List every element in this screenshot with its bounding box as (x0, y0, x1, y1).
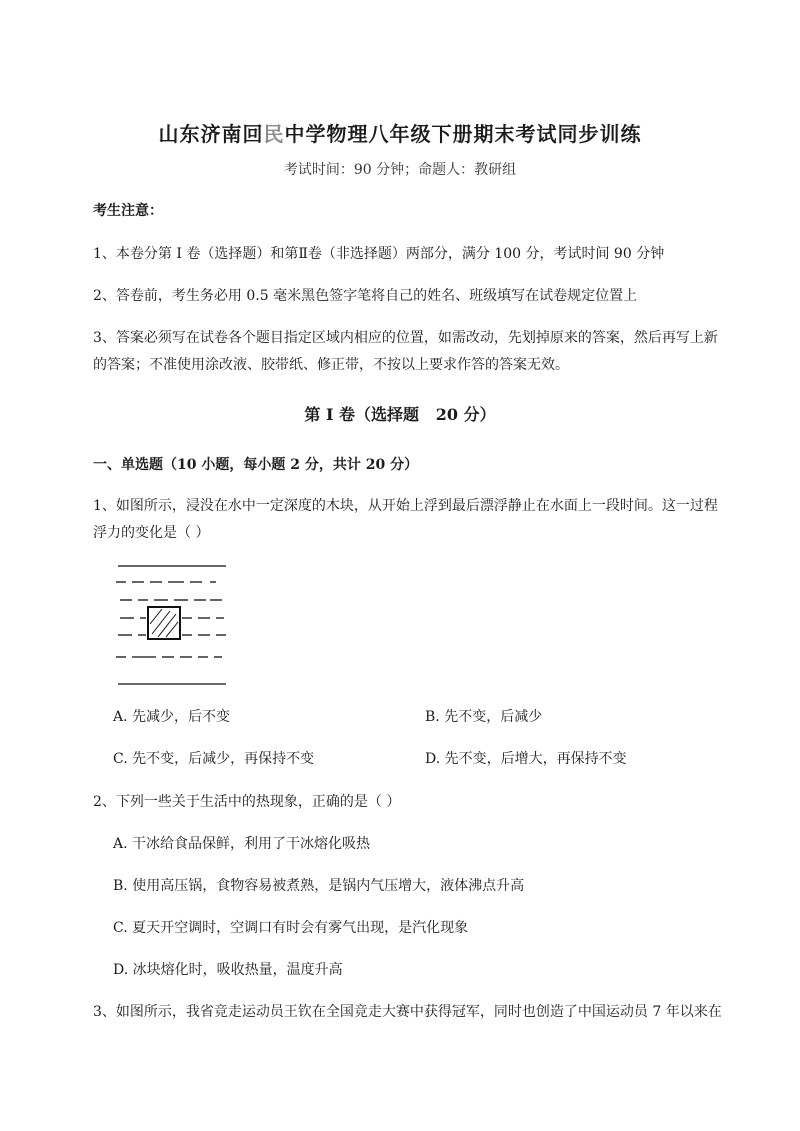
q2-option-c[interactable]: C. 夏天开空调时，空调口有时会有雾气出现，是汽化现象 (113, 920, 469, 936)
q3-stem-line-1: 3、如图所示，我省竞走运动员王钦在全国竞走大赛中获得冠军，同时也创造了中国运动员 7 年以来在 (93, 1004, 722, 1020)
q1-option-a[interactable]: A. 先减少，后不变 (113, 709, 231, 725)
page-title (0, 118, 800, 147)
q2-option-d[interactable]: D. 冰块熔化时，吸收热量，温度升高 (113, 962, 343, 978)
exam-subtitle: 考试时间：90 分钟；命题人：教研组 (283, 162, 517, 178)
q1-option-d[interactable]: D. 先不变，后增大，再保持不变 (425, 751, 627, 767)
q1-stem-line-2: 浮力的变化是（ ） (93, 525, 210, 541)
q2-option-a[interactable]: A. 干冰给食品保鲜，利用了干冰熔化吸热 (113, 836, 371, 852)
notice-item-3-line-1: 3、答案必须写在试卷各个题目指定区域内相应的位置，如需改动，先划掉原来的答案，然后再写上新 (93, 330, 718, 346)
q1-figure-water-block (112, 562, 232, 688)
title-prefix: 山东济南回 (158, 122, 264, 146)
q2-option-b[interactable]: B. 使用高压锅，食物容易被煮熟，是锅内气压增大，液体沸点升高 (113, 878, 525, 894)
q2-stem: 2、下列一些关于生活中的热现象，正确的是（ ） (93, 794, 401, 810)
notice-item-1: 1、本卷分第 I 卷（选择题）和第Ⅱ卷（非选择题）两部分，满分 100 分，考试时间 90 分钟 (93, 246, 665, 262)
notice-heading: 考生注意： (93, 203, 163, 219)
q1-option-c[interactable]: C. 先不变，后减少，再保持不变 (113, 751, 315, 767)
part-heading: 一、单选题（10 小题，每小题 2 分，共计 20 分） (93, 457, 419, 473)
notice-item-3-line-2: 的答案；不准使用涂改液、胶带纸、修正带，不按以上要求作答的答案无效。 (93, 357, 569, 373)
q1-option-b[interactable]: B. 先不变，后减少 (425, 709, 543, 725)
title-suffix: 中学物理八年级下册期末考试同步训练 (284, 122, 642, 146)
notice-item-2: 2、答卷前，考生务必用 0.5 毫米黑色签字笔将自己的姓名、班级填写在试卷规定位置上 (93, 288, 638, 304)
section-title: 第 I 卷（选择题 20 分） (304, 405, 496, 424)
q1-stem-line-1: 1、如图所示，浸没在水中一定深度的木块，从开始上浮到最后漂浮静止在水面上一段时间。这一过程 (93, 498, 718, 514)
wood-block (148, 607, 180, 639)
title-highlight: 民 (263, 122, 285, 146)
